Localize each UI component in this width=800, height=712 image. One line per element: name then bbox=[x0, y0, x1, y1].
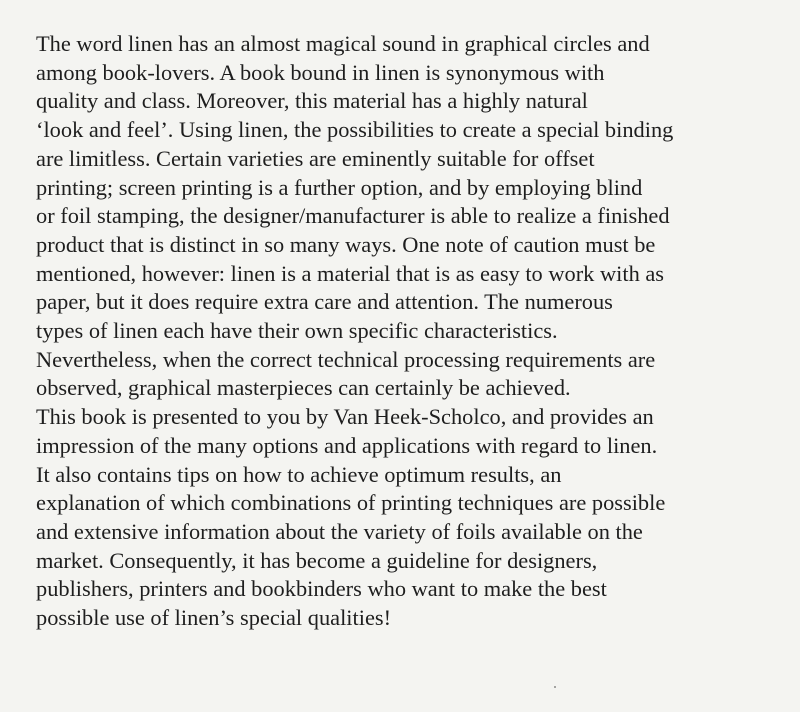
text-line: ‘look and feel’. Using linen, the possibilities to create a special binding bbox=[36, 117, 674, 143]
text-line: product that is distinct in so many ways. One note of caution must be bbox=[36, 231, 656, 257]
text-line: possible use of linen’s special qualities! bbox=[36, 605, 392, 631]
text-line: mentioned, however: linen is a material that is as easy to work with as bbox=[36, 260, 665, 286]
scan-speck bbox=[554, 686, 556, 688]
text-line: market. Consequently, it has become a guideline for designers, bbox=[36, 547, 598, 573]
text-line: impression of the many options and applications with regard to linen. bbox=[36, 432, 658, 458]
text-line: quality and class. Moreover, this material has a highly natural bbox=[36, 88, 588, 114]
text-line: observed, graphical masterpieces can certainly be achieved. bbox=[36, 375, 571, 401]
text-line: printing; screen printing is a further option, and by employing blind bbox=[36, 174, 643, 200]
text-line: publishers, printers and bookbinders who want to make the best bbox=[36, 576, 607, 602]
text-line: The word linen has an almost magical sound in graphical circles and bbox=[36, 31, 650, 56]
text-line: Nevertheless, when the correct technical processing requirements are bbox=[36, 346, 656, 372]
text-line: paper, but it does require extra care and attention. The numerous bbox=[36, 289, 613, 315]
text-line: and extensive information about the variety of foils available on the bbox=[36, 518, 643, 544]
body-text bbox=[36, 30, 796, 633]
text-line: or foil stamping, the designer/manufacturer is able to realize a finished bbox=[36, 203, 670, 229]
text-line: are limitless. Certain varieties are eminently suitable for offset bbox=[36, 145, 595, 171]
text-line: among book-lovers. A book bound in linen is synonymous with bbox=[36, 59, 605, 85]
text-line: types of linen each have their own specific characteristics. bbox=[36, 318, 558, 344]
text-line: explanation of which combinations of printing techniques are possible bbox=[36, 490, 666, 516]
paragraph-intro bbox=[36, 30, 796, 403]
paragraph-about-book bbox=[36, 403, 796, 633]
text-line: It also contains tips on how to achieve optimum results, an bbox=[36, 461, 562, 487]
text-line: This book is presented to you by Van Heek-Scholco, and provides an bbox=[36, 404, 654, 430]
